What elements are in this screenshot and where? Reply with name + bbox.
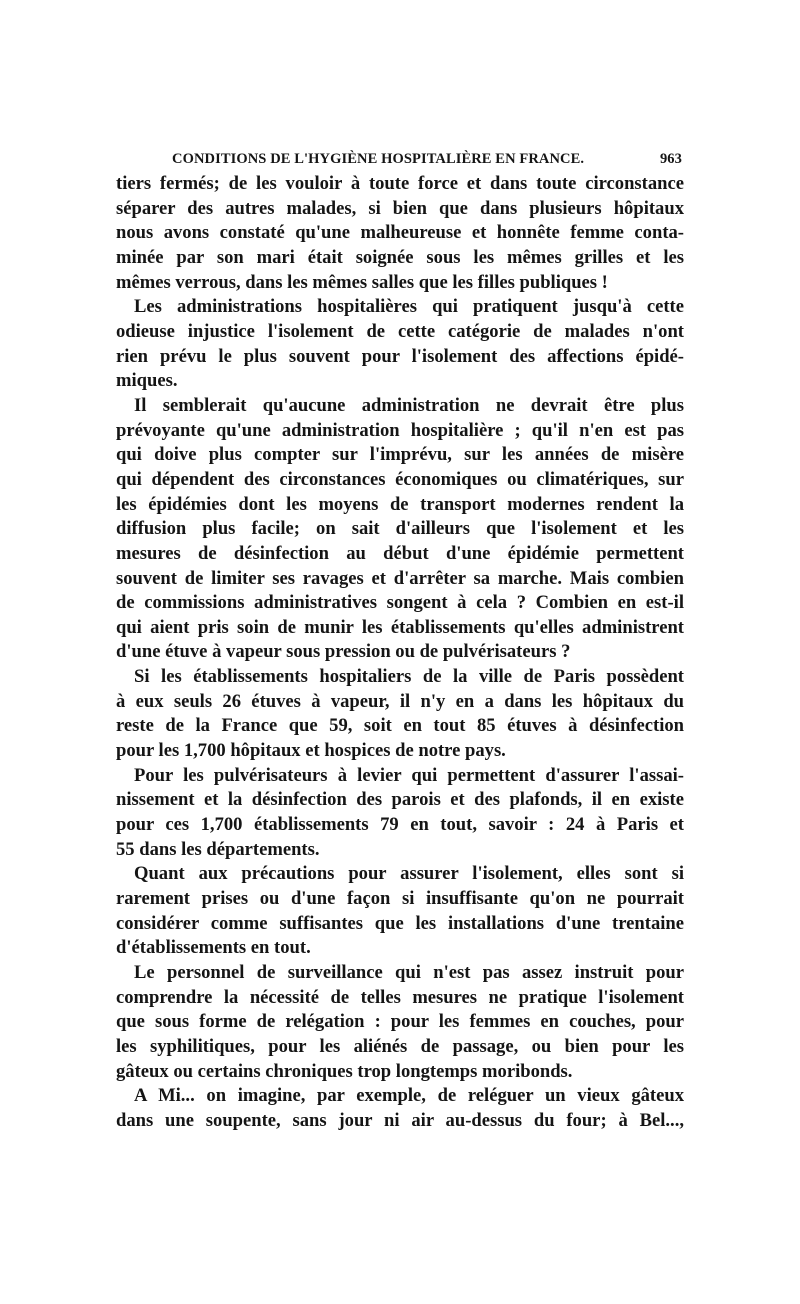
- text-line: tiers fermés; de les vouloir à toute force et dans toute circonstance: [116, 173, 684, 194]
- paragraph: [116, 862, 684, 961]
- text-line: Pour les pulvérisateurs à levier qui permettent d'assurer l'assai-: [134, 764, 684, 786]
- text-line: reste de la France que 59, soit en tout 85 étuves à désinfection: [116, 715, 684, 737]
- paragraph: [116, 764, 684, 863]
- text-line: de commissions administratives songent à cela ? Combien en est-il: [116, 592, 684, 614]
- text-line: les épidémies dont les moyens de transport modernes rendent la: [116, 493, 684, 515]
- text-line: qui doive plus compter sur l'imprévu, sur les années de misère: [116, 444, 684, 466]
- text-line: mêmes verrous, dans les mêmes salles que les filles publiques !: [116, 271, 608, 293]
- text-line: A Mi... on imagine, par exemple, de reléguer un vieux gâteux: [134, 1085, 684, 1107]
- text-line: qui aient pris soin de munir les établissements qu'elles administrent: [116, 616, 684, 638]
- text-line: 55 dans les départements.: [116, 838, 320, 860]
- text-line: Il semblerait qu'aucune administration ne devrait être plus: [134, 394, 684, 416]
- text-line: les syphilitiques, pour les aliénés de passage, ou bien pour les: [116, 1035, 684, 1057]
- text-line: Si les établissements hospitaliers de la ville de Paris possèdent: [134, 666, 684, 688]
- text-line: Le personnel de surveillance qui n'est pas assez instruit pour: [134, 962, 684, 983]
- text-line: dans une soupente, sans jour ni air au-dessus du four; à Bel...,: [116, 1109, 684, 1131]
- paragraph: [116, 172, 684, 295]
- running-title: CONDITIONS DE L'HYGIÈNE HOSPITALIÈRE EN FRANCE.: [172, 151, 585, 167]
- text-line: à eux seuls 26 étuves à vapeur, il n'y en a dans les hôpitaux du: [116, 690, 684, 712]
- text-line: gâteux ou certains chroniques trop longtemps moribonds.: [116, 1060, 573, 1082]
- text-line: comprendre la nécessité de telles mesures ne pratique l'isolement: [116, 986, 684, 1008]
- text-line: Les administrations hospitalières qui pratiquent jusqu'à cette: [134, 296, 684, 318]
- book-page: [116, 146, 684, 1134]
- text-line: mesures de désinfection au début d'une épidémie permettent: [116, 542, 684, 564]
- paragraph: [116, 961, 684, 1084]
- text-line: séparer des autres malades, si bien que dans plusieurs hôpitaux: [116, 197, 684, 219]
- text-line: d'une étuve à vapeur sous pression ou de pulvérisateurs ?: [116, 641, 571, 663]
- running-header: [116, 146, 684, 172]
- paragraph: [116, 295, 684, 394]
- text-line: souvent de limiter ses ravages et d'arrêter sa marche. Mais combien: [116, 567, 684, 589]
- paragraph: [116, 1084, 684, 1133]
- text-line: odieuse injustice l'isolement de cette catégorie de malades n'ont: [116, 320, 684, 342]
- text-line: prévoyante qu'une administration hospitalière ; qu'il n'en est pas: [116, 419, 684, 441]
- text-line: miques.: [116, 370, 178, 392]
- text-line: pour ces 1,700 établissements 79 en tout, savoir : 24 à Paris et: [116, 814, 684, 836]
- page-number: 963: [659, 151, 682, 167]
- text-line: d'établissements en tout.: [116, 937, 311, 959]
- paragraph: [116, 394, 684, 665]
- paragraph: [116, 665, 684, 764]
- text-line: Quant aux précautions pour assurer l'isolement, elles sont si: [134, 863, 684, 885]
- text-line: considérer comme suffisantes que les installations d'une trentaine: [116, 912, 684, 934]
- text-line: qui dépendent des circonstances économiques ou climatériques, sur: [116, 468, 684, 490]
- text-line: minée par son mari était soignée sous les mêmes grilles et les: [116, 246, 684, 268]
- text-line: que sous forme de relégation : pour les femmes en couches, pour: [116, 1011, 684, 1033]
- text-line: nous avons constaté qu'une malheureuse et honnête femme conta-: [116, 222, 684, 244]
- body-text: [116, 172, 684, 1134]
- text-line: rien prévu le plus souvent pour l'isolement des affections épidé-: [116, 345, 684, 367]
- text-line: rarement prises ou d'une façon si insuffisante qu'on ne pourrait: [116, 888, 684, 910]
- text-line: nissement et la désinfection des parois et des plafonds, il en existe: [116, 789, 684, 811]
- text-line: diffusion plus facile; on sait d'ailleurs que l'isolement et les: [116, 518, 684, 540]
- text-line: pour les 1,700 hôpitaux et hospices de notre pays.: [116, 740, 506, 762]
